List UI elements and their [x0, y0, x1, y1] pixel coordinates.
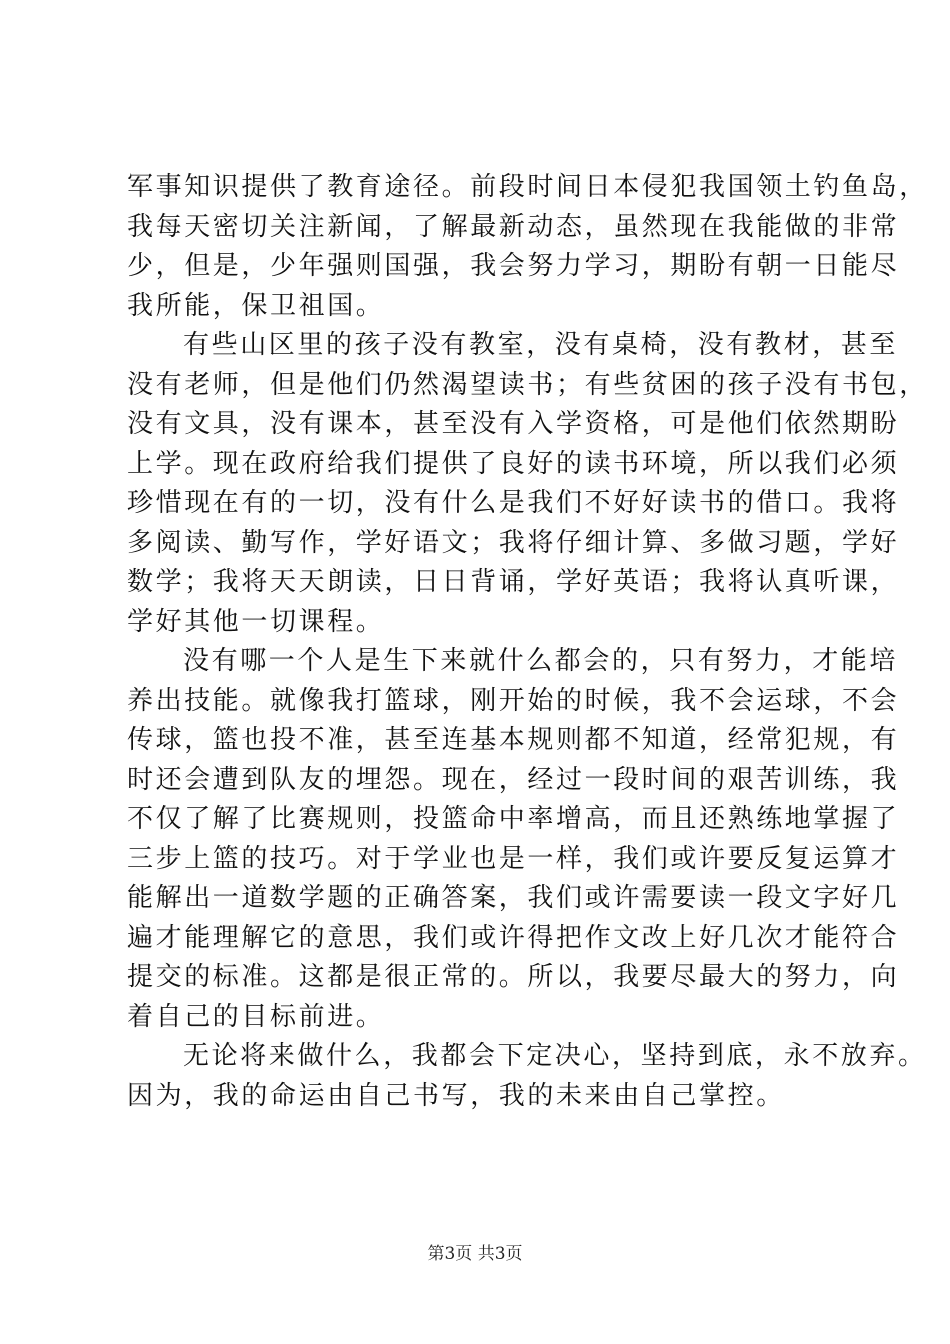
paragraph-line: 传球，篮也投不准，甚至连基本规则都不知道，经常犯规，有: [127, 725, 900, 755]
paragraph-line: 能解出一道数学题的正确答案，我们或许需要读一段文字好几: [127, 883, 900, 913]
paragraph-line: 三步上篮的技巧。对于学业也是一样，我们或许要反复运算才: [127, 843, 900, 874]
paragraph-line: 没有文具，没有课本，甚至没有入学资格，可是他们依然期盼: [127, 409, 900, 439]
paragraph-line: 多阅读、勤写作，学好语文；我将仔细计算、多做习题，学好: [127, 527, 900, 558]
paragraph-first-line: 无论将来做什么，我都会下定决心，坚持到底，永不放弃。: [183, 1041, 927, 1071]
paragraph-line: 因为，我的命运由自己书写，我的未来由自己掌控。: [127, 1080, 785, 1111]
paragraph-line: 珍惜现在有的一切，没有什么是我们不好好读书的借口。我将: [127, 488, 900, 518]
paragraph-line: 数学；我将天天朗读，日日背诵，学好英语；我将认真听课，: [127, 567, 900, 597]
document-body: [127, 168, 928, 1116]
paragraph-line: 养出技能。就像我打篮球，刚开始的时候，我不会运球，不会: [127, 685, 900, 716]
paragraph-line: 学好其他一切课程。: [127, 606, 385, 637]
paragraph-line: 我每天密切关注新闻，了解最新动态，虽然现在我能做的非常: [127, 211, 900, 242]
paragraph-line: 提交的标准。这都是很正常的。所以，我要尽最大的努力，向: [127, 962, 900, 992]
paragraph-line: 时还会遭到队友的埋怨。现在，经过一段时间的艰苦训练，我: [127, 764, 900, 795]
paragraph-line: 着自己的目标前进。: [127, 1001, 385, 1032]
paragraph-line: 不仅了解了比赛规则，投篮命中率增高，而且还熟练地掌握了: [127, 804, 900, 834]
paragraph-line: 上学。现在政府给我们提供了良好的读书环境，所以我们必须: [127, 448, 900, 479]
paragraph-line: 我所能，保卫祖国。: [127, 290, 385, 321]
paragraph-line: 少，但是，少年强则国强，我会努力学习，期盼有朝一日能尽: [127, 251, 900, 281]
paragraph-first-line: 没有哪一个人是生下来就什么都会的，只有努力，才能培: [183, 646, 899, 676]
paragraph-first-line: 有些山区里的孩子没有教室，没有桌椅，没有教材，甚至: [183, 330, 899, 360]
paragraph-line: 没有老师，但是他们仍然渴望读书；有些贫困的孩子没有书包，: [127, 369, 928, 400]
paragraph-line: 遍才能理解它的意思，我们或许得把作文改上好几次才能符合: [127, 922, 900, 953]
page-footer: [0, 1243, 950, 1265]
page-number-indicator: 第3页 共3页: [427, 1244, 523, 1264]
paragraph-line: 军事知识提供了教育途径。前段时间日本侵犯我国领土钓鱼岛，: [127, 172, 928, 202]
